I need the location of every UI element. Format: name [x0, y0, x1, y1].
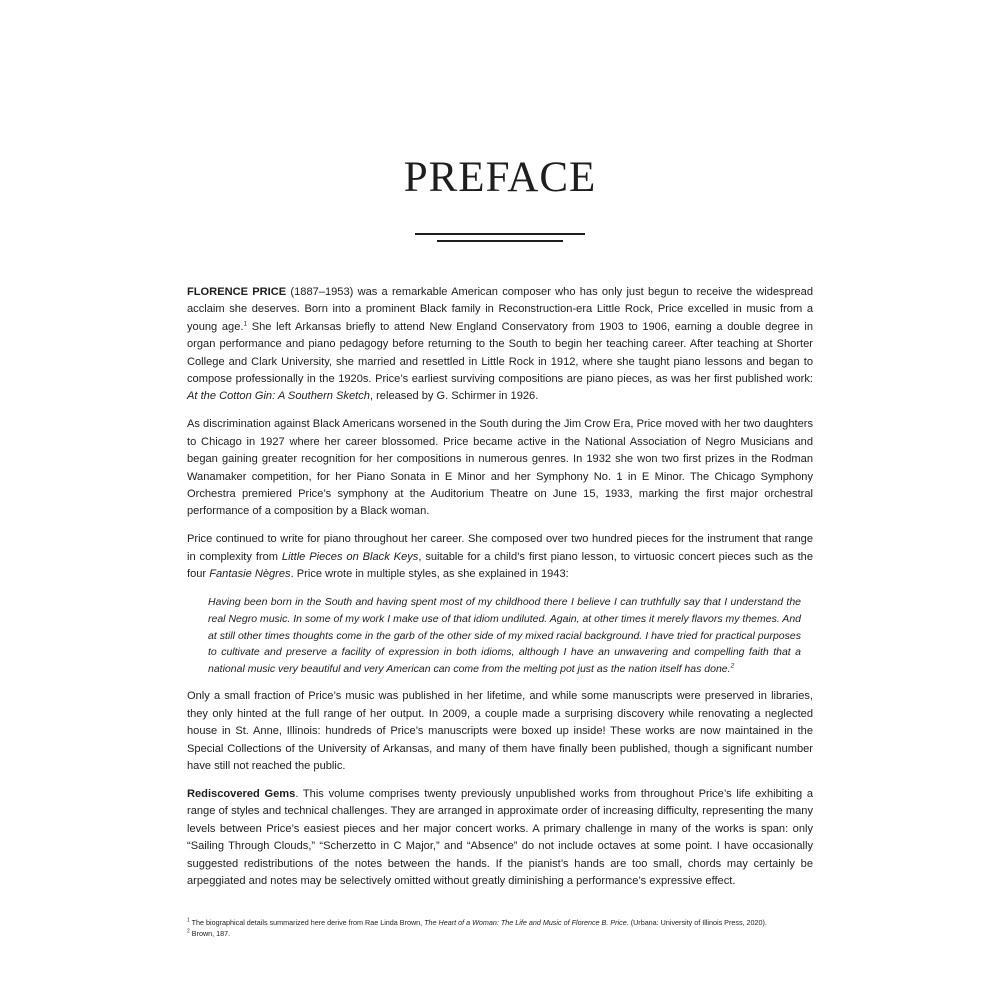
paragraph [187, 416, 813, 520]
title-divider-bottom [437, 240, 563, 242]
paragraph-lead: FLORENCE PRICE [187, 286, 287, 298]
paragraph-lead: Rediscovered Gems [187, 788, 296, 801]
footnotes [187, 918, 827, 939]
footnote [187, 929, 827, 940]
text-run: , released by G. Schirmer in 1926. [369, 390, 539, 403]
text-run: . (Urbana: University of Illinois Press, 2020). [626, 918, 767, 927]
text-run: As discrimination against Black Americans worsened in the South during the Jim Crow Era, Price moved with her two daughters to Chicago in 1927 where her career blossomed. Price became active in the National Association of Negro Musicians and began gaining greater recognition for her compositions in numerous genres. In 1932 she won two first prizes in the Rodman Wanamaker competition, for her Piano Sonata in E Minor and her Symphony No. 1 in E Minor. The Chicago Symphony Orchestra premiered Price’s symphony at the Auditorium Theatre on June 15, 1933, marking the first major orchestral performance of a composition by a Black woman. [187, 418, 813, 518]
footnote-ref: 1 [243, 320, 248, 328]
footnote-marker: 2 [187, 928, 190, 935]
footnote-ref: 2 [730, 662, 735, 670]
block-quote [208, 594, 801, 678]
italic-title: At the Cotton Gin: A Southern Sketch [187, 390, 370, 403]
paragraph [187, 284, 813, 406]
text-run: (1887–1953) was a remarkable American composer who has only just begun to receive the widespread acclaim she deserves. Born into a prominent Black family in Reconstruction-era Little Rock, Price excelled in music from a young age. [187, 286, 813, 333]
text-run: . Price wrote in multiple styles, as she explained in 1943: [290, 568, 569, 581]
text-run: Price continued to write for piano throughout her career. She composed over two hundred pieces for the instrument that range in complexity from [187, 533, 813, 563]
text-run: Brown, 187. [189, 928, 231, 938]
paragraph [187, 688, 813, 775]
paragraph [187, 786, 813, 890]
text-run: Having been born in the South and having spent most of my childhood there I believe I can truthfully say that I understand the real Negro music. In some of my work I make use of that idiom undiluted. Again, at other times it merely flavors my themes. And at still other times thoughts come in the garb of the other side of my mixed racial background. I have tried for practical purposes to cultivate and preserve a facility of expression in both idioms, although I have an unwavering and compelling faith that a national music very beautiful and very American can come from the melting pot just as the nation itself has done. [208, 596, 801, 676]
footnote-marker: 1 [187, 917, 190, 924]
text-run: , suitable for a child’s first piano lesson, to virtuosic concert pieces such as the four [187, 550, 813, 581]
text-run: Only a small fraction of Price’s music was published in her lifetime, and while some manuscripts were preserved in libraries, they only hinted at the full range of her output. In 2009, a couple made a surprising discovery while renovating a neglected house in St. Anne, Illinois: hundreds of Price’s manuscripts were boxed up inside! These works are now maintained in the Special Collections of the University of Arkansas, and many of them have finally been published, though a significant number have still not reached the public. [187, 690, 813, 773]
body-text [187, 284, 813, 901]
footnote [187, 918, 827, 929]
italic-title: Little Pieces on Black Keys [281, 550, 419, 563]
text-run: The biographical details summarized here derive from Rae Linda Brown, [189, 918, 425, 927]
italic-title: The Heart of a Woman: The Life and Music of Florence B. Price [424, 918, 627, 927]
italic-title: Fantasie Nègres [209, 568, 291, 581]
text-run: She left Arkansas briefly to attend New England Conservatory from 1903 to 1906, earning a double degree in organ performance and piano pedagogy before returning to the South to begin her teaching career. After teaching at Shorter College and Clark University, she married and resettled in Little Rock in 1912, where she taught piano lessons and began to compose professionally in the 1920s. Price’s earliest surviving compositions are piano pieces, as was her first published work: [187, 320, 813, 386]
title-divider-top [415, 233, 585, 235]
text-run: . This volume comprises twenty previously unpublished works from throughout Price’s life exhibiting a range of styles and technical challenges. They are arranged in approximate order of increasing difficulty, representing the many levels between Price’s easiest pieces and her major concert works. A primary challenge in many of the works is span: only “Sailing Through Clouds,” “Scherzetto in C Major,” and “Absence” do not include octaves at some point. I have occasionally suggested redistributions of the notes between the hands. If the pianist’s hands are too small, chords may certainly be arpeggiated and notes may be selectively omitted without greatly diminishing a performance’s expressive effect. [187, 788, 813, 888]
paragraph [187, 531, 813, 583]
page-title: PREFACE [403, 154, 597, 201]
